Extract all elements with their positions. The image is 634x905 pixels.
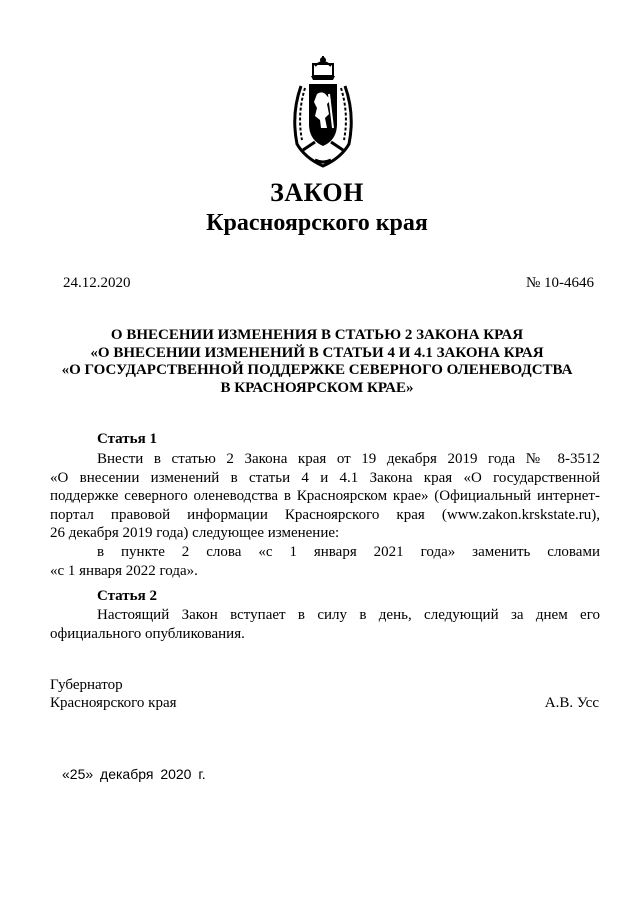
document-title: ЗАКОН xyxy=(270,178,364,207)
text-line: портал правовой информации Красноярского края (www.zakon.krskstate.ru), xyxy=(50,506,600,523)
text-line: Внести в статью 2 Закона края от 19 декабря 2019 года № 8-3512 xyxy=(97,451,600,467)
signatory-position: Губернатор xyxy=(50,677,123,693)
article-1-title: Статья 1 xyxy=(97,431,157,447)
signing-date: «25» декабря 2020 г. xyxy=(62,766,206,782)
text-line: 26 декабря 2019 года) следующее изменение: xyxy=(50,525,340,542)
law-date: 24.12.2020 xyxy=(63,275,131,291)
signatory-name: А.В. Усс xyxy=(544,695,599,711)
text-line: поддержке северного оленеводства в Красноярском крае» (Официальный интернет- xyxy=(50,488,600,505)
text-line: в пункте 2 слова «с 1 января 2021 года» заменить словами xyxy=(97,543,600,560)
article-2-title: Статья 2 xyxy=(97,588,157,604)
law-title xyxy=(0,327,634,397)
text-line: «с 1 января 2022 года». xyxy=(50,562,198,579)
text-line: «О внесении изменений в статьи 4 и 4.1 Закона края «О государственной xyxy=(50,469,600,486)
law-number: № 10-4646 xyxy=(525,275,594,291)
article-2-text xyxy=(50,606,600,643)
article-1-text xyxy=(50,450,600,580)
text-line: официального опубликования. xyxy=(50,625,245,642)
law-title-line: «О ВНЕСЕНИИ ИЗМЕНЕНИЙ В СТАТЬИ 4 И 4.1 ЗАКОНА КРАЯ xyxy=(90,344,544,361)
krasnoyarsk-coat-of-arms-icon xyxy=(287,54,359,169)
text-line: Настоящий Закон вступает в силу в день, следующий за днем его xyxy=(97,607,600,623)
signatory-region: Красноярского края xyxy=(50,695,177,711)
law-title-line: В КРАСНОЯРСКОМ КРАЕ» xyxy=(220,379,414,396)
law-title-line: «О ГОСУДАРСТВЕННОЙ ПОДДЕРЖКЕ СЕВЕРНОГО ОЛЕНЕВОДСТВА xyxy=(61,362,573,378)
document-subtitle: Красноярского края xyxy=(206,210,428,236)
law-title-line: О ВНЕСЕНИИ ИЗМЕНЕНИЯ В СТАТЬЮ 2 ЗАКОНА КРАЯ xyxy=(110,327,524,343)
